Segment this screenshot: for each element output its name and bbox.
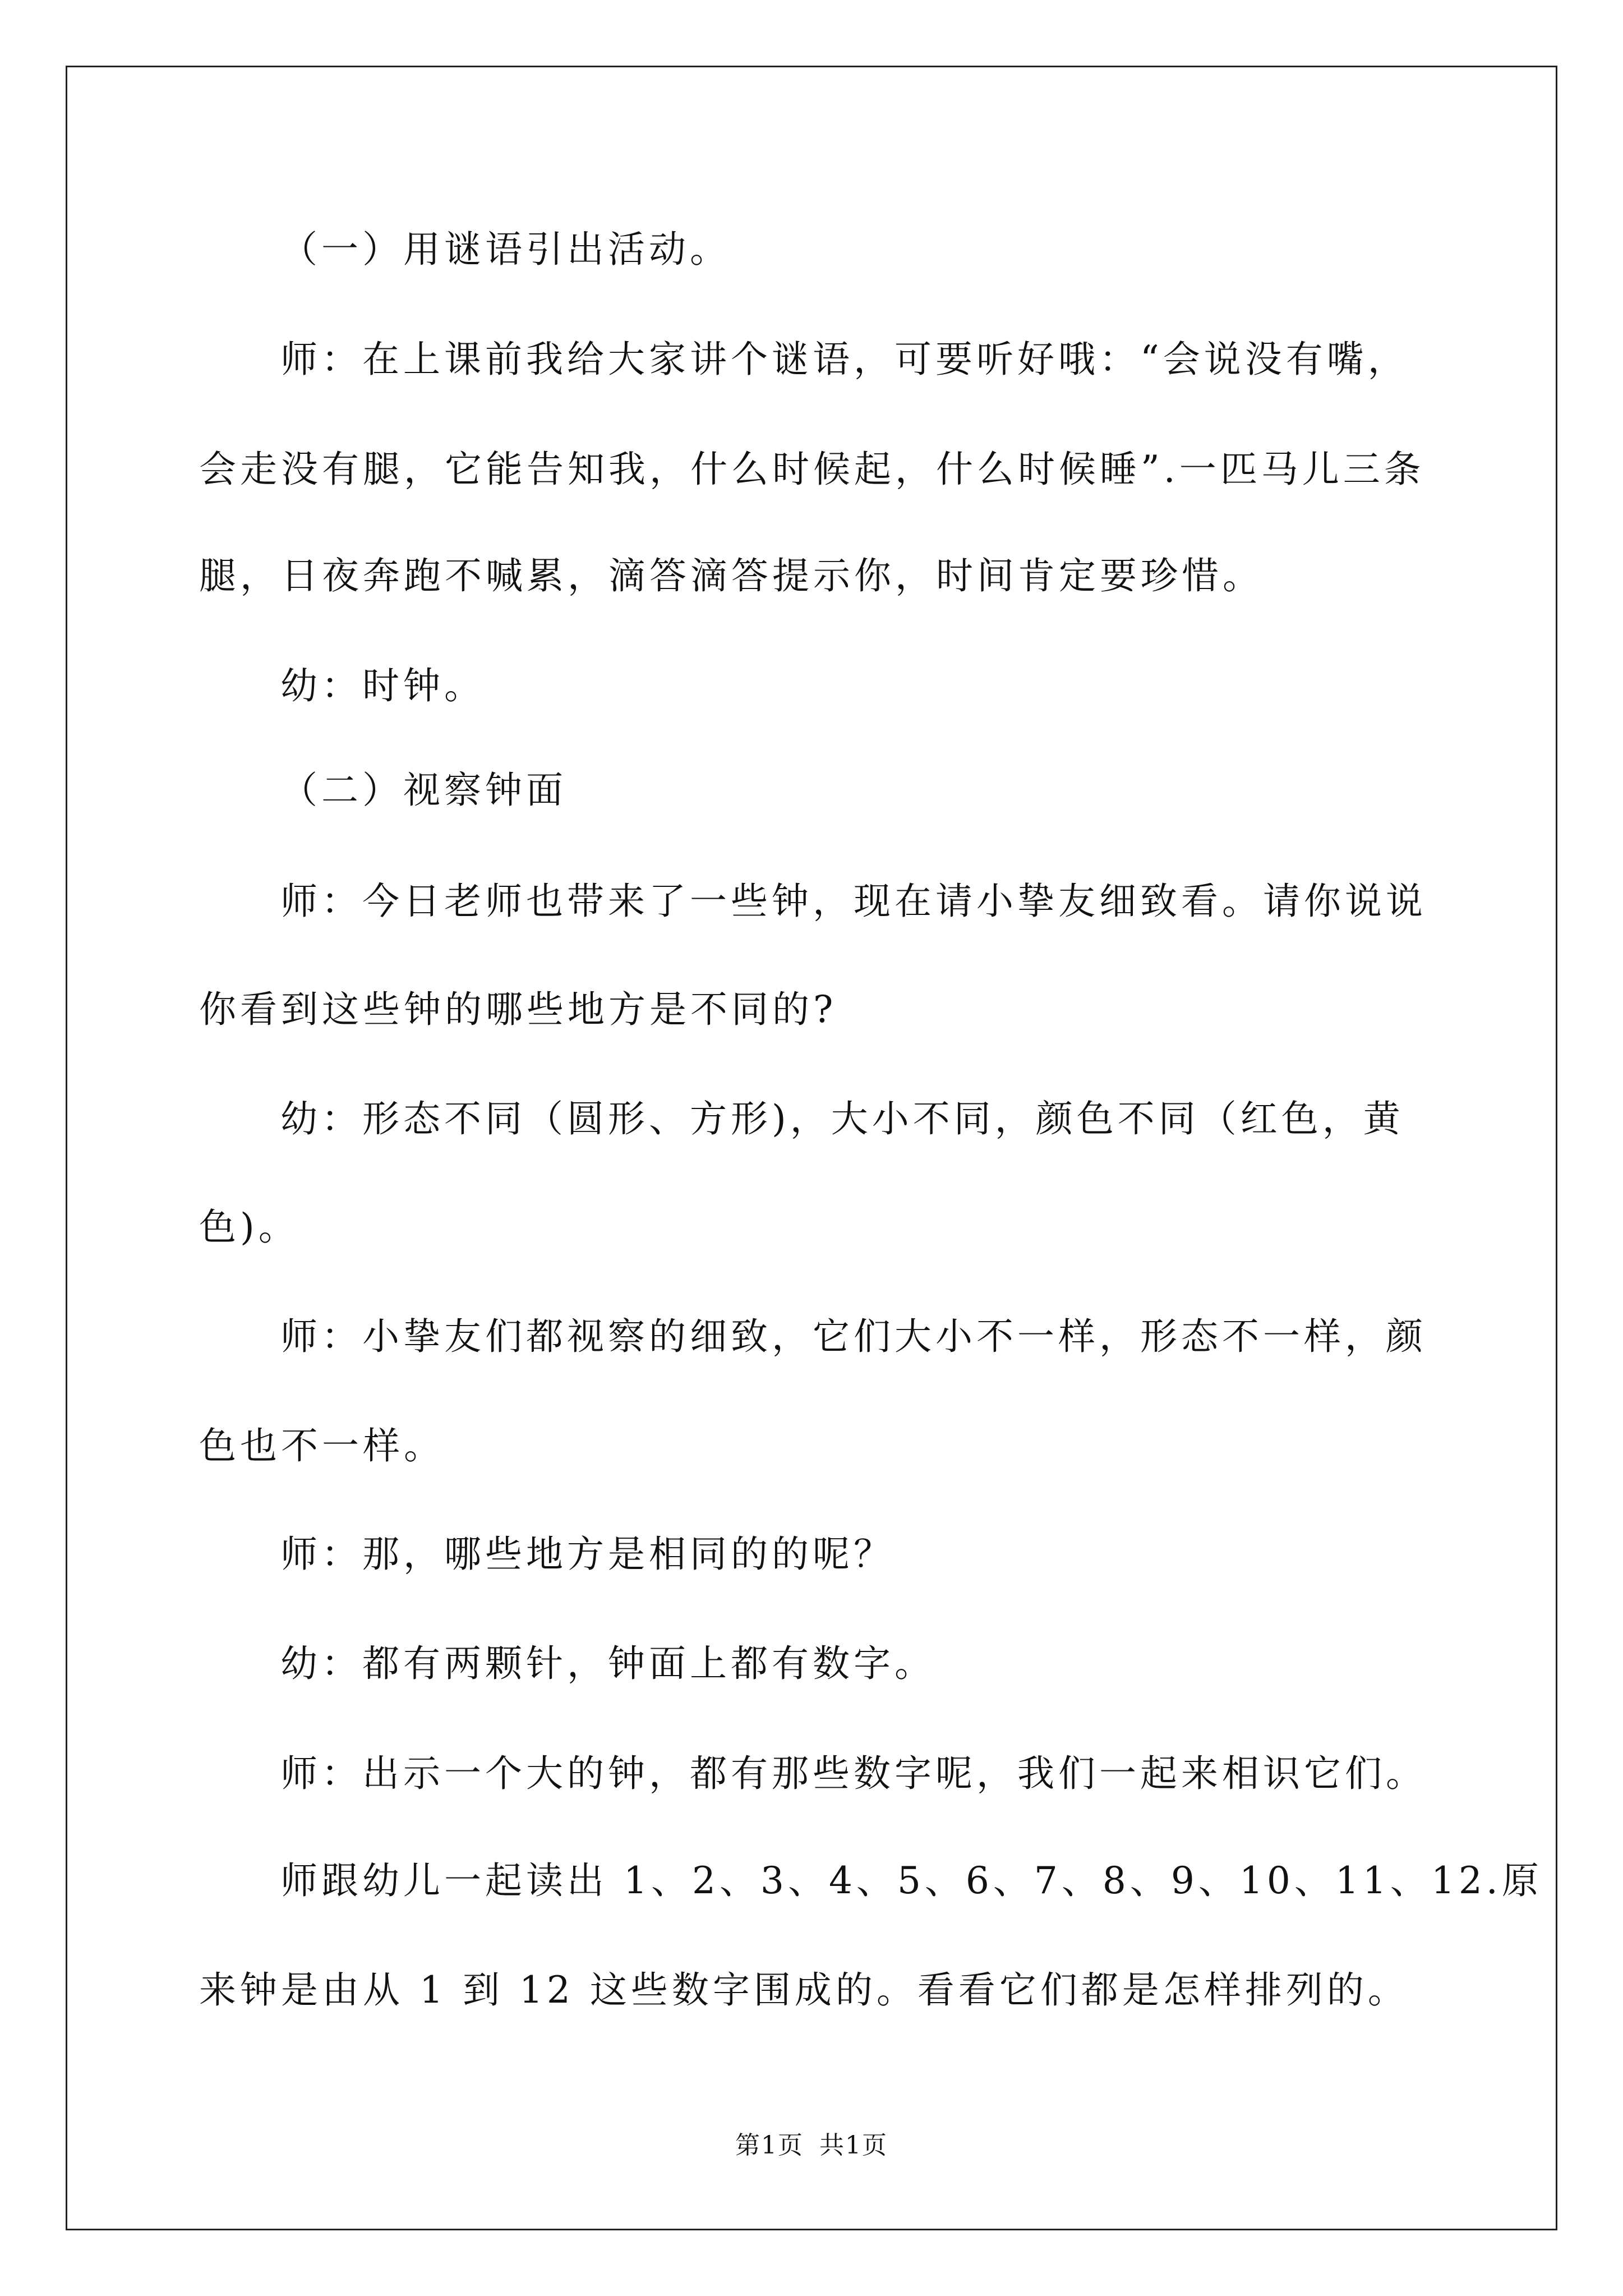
paragraph-line: 师：那，哪些地方是相同的的呢？ <box>280 1533 895 1576</box>
page-footer <box>0 2125 1623 2161</box>
paragraph-line: 你看到这些钟的哪些地方是不同的? <box>199 988 837 1031</box>
paragraph-line: 色)。 <box>199 1205 299 1249</box>
page-border <box>66 66 1557 2230</box>
paragraph-line: 色也不一样。 <box>199 1424 445 1467</box>
heading-part-two: （二）视察钟面 <box>280 769 567 812</box>
heading-part-one: （一）用谜语引出活动。 <box>280 228 731 271</box>
paragraph-line: 师：小挚友们都视察的细致，它们大小不一样，形态不一样，颜 <box>280 1315 1427 1358</box>
paragraph-line: 幼：形态不同（圆形、方形)，大小不同，颜色不同（红色，黄 <box>280 1097 1404 1140</box>
page-total: 共1页 <box>819 2131 888 2160</box>
paragraph-line: 师：出示一个大的钟，都有那些数字呢，我们一起来相识它们。 <box>280 1752 1427 1795</box>
paragraph-line: 幼：时钟。 <box>280 664 485 707</box>
paragraph-line: 师：在上课前我给大家讲个谜语，可要听好哦：“会说没有嘴， <box>280 338 1409 381</box>
paragraph-line: 师跟幼儿一起读出 1、2、3、4、5、6、7、8、9、10、11、12.原 <box>280 1859 1543 1902</box>
paragraph-line: 来钟是由从 1 到 12 这些数字围成的。看看它们都是怎样排列的。 <box>199 1968 1409 2012</box>
paragraph-line: 幼：都有两颗针，钟面上都有数字。 <box>280 1642 935 1685</box>
paragraph-line: 会走没有腿，它能告知我，什么时候起，什么时候睡”.一匹马儿三条 <box>199 448 1425 491</box>
page-number: 第1页 <box>735 2131 804 2160</box>
paragraph-line: 腿，日夜奔跑不喊累，滴答滴答提示你，时间肯定要珍惜。 <box>199 554 1264 597</box>
paragraph-line: 师：今日老师也带来了一些钟，现在请小挚友细致看。请你说说 <box>280 880 1427 923</box>
